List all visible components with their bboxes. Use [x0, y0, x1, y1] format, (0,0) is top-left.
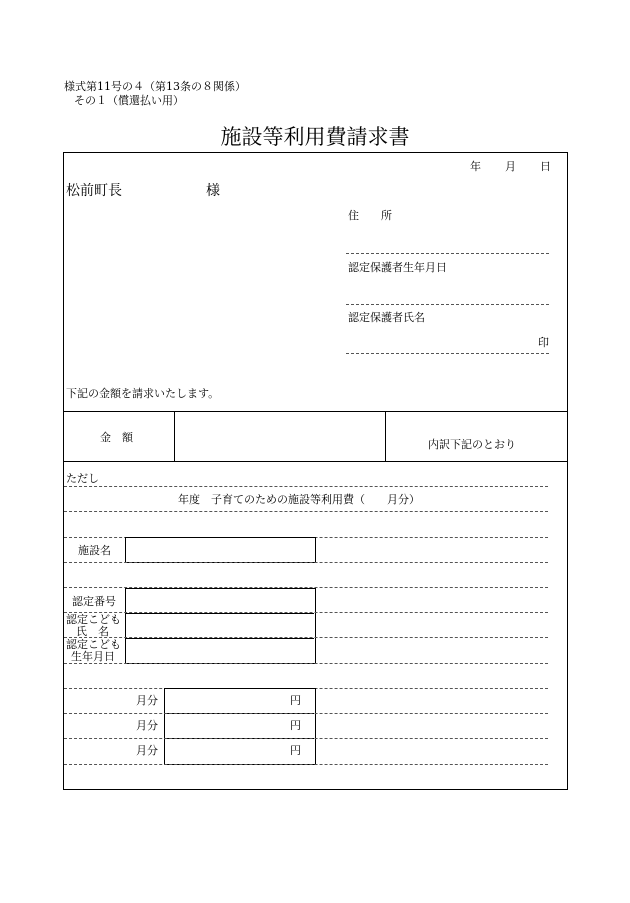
page-title: 施設等利用費請求書	[220, 125, 410, 149]
facility-label: 施設名	[78, 544, 111, 557]
detail-line	[64, 713, 548, 714]
sub-form-label: その１（償還払い用）	[74, 94, 184, 107]
detail-line	[64, 486, 548, 487]
applicant-name-label: 認定保護者氏名	[348, 311, 425, 324]
address-label: 住 所	[348, 209, 392, 222]
date-year-label: 年	[470, 160, 481, 173]
detail-line	[64, 663, 548, 664]
detail-line	[64, 738, 548, 739]
facility-input[interactable]	[125, 537, 316, 563]
date-month-label: 月	[505, 160, 516, 173]
detail-line	[64, 511, 548, 512]
birthdate-label: 認定保護者生年月日	[348, 261, 447, 274]
amount-divider-left	[174, 412, 175, 461]
amount-field[interactable]	[176, 413, 384, 460]
monthly-amount-input[interactable]	[166, 690, 286, 712]
birthdate-field[interactable]	[346, 304, 549, 305]
address-field[interactable]	[346, 253, 549, 254]
cert-number-input[interactable]	[127, 590, 313, 612]
seal-mark: 印	[538, 336, 549, 349]
detail-line	[64, 764, 548, 765]
month-label: 月分	[136, 744, 158, 757]
applicant-name-field[interactable]	[346, 353, 549, 354]
addressee-honorific: 様	[206, 183, 220, 199]
month-label: 月分	[136, 719, 158, 732]
detail-line	[64, 562, 548, 563]
cert-number-label: 認定番号	[72, 595, 116, 608]
addressee-name: 松前町長	[66, 183, 122, 199]
child-birth-label-2: 生年月日	[71, 650, 115, 663]
child-birth-label-1: 認定こども	[66, 638, 121, 651]
monthly-amount-input[interactable]	[166, 740, 286, 762]
amount-label: 金 額	[100, 431, 133, 444]
amount-row-bottom	[64, 461, 567, 462]
proviso-label: ただし	[66, 472, 99, 485]
amount-divider-right	[385, 412, 386, 461]
yen-unit: 円	[290, 694, 301, 707]
month-label: 月分	[136, 694, 158, 707]
detail-line	[64, 612, 548, 613]
fiscal-line: 年度 子育てのための施設等利用費（ 月分）	[178, 493, 420, 506]
yen-unit: 円	[290, 719, 301, 732]
child-name-label-2: 氏 名	[76, 625, 109, 638]
monthly-amount-input[interactable]	[166, 715, 286, 737]
detail-line	[64, 637, 548, 638]
amount-breakdown: 内訳下記のとおり	[428, 438, 516, 451]
form-number: 様式第11号の４（第13条の８関係）	[64, 80, 246, 93]
yen-unit: 円	[290, 744, 301, 757]
date-day-label: 日	[540, 160, 551, 173]
amount-row-top	[64, 411, 567, 412]
child-birth-input[interactable]	[127, 639, 313, 662]
request-statement: 下記の金額を請求いたします。	[66, 387, 220, 400]
child-name-input[interactable]	[127, 614, 313, 637]
child-name-label-1: 認定こども	[66, 613, 121, 626]
